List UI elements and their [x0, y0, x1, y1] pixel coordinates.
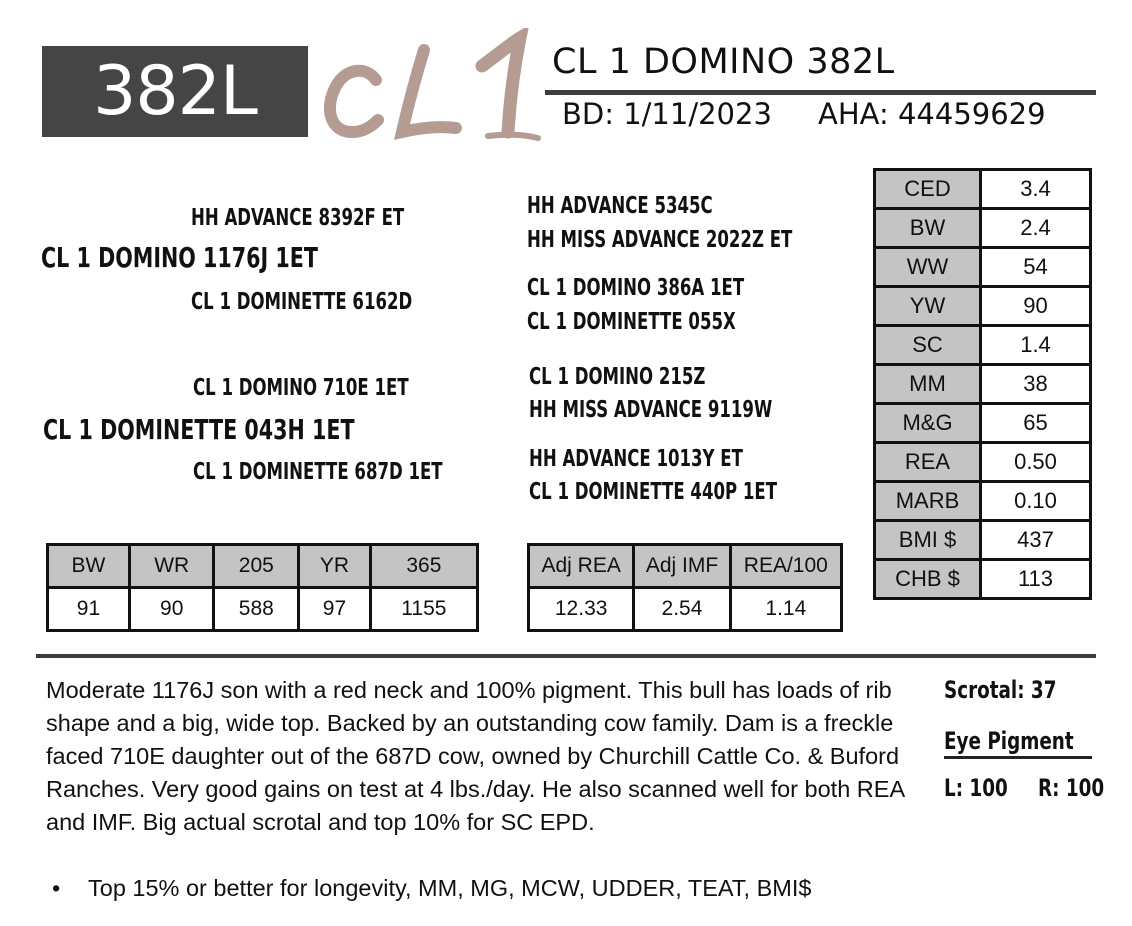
- cl1-brand-logo: [316, 28, 546, 148]
- pedigree-ss-dam: HH MISS ADVANCE 2022Z ET: [527, 227, 793, 253]
- registration-number: AHA: 44459629: [818, 97, 1046, 131]
- epd-row: [875, 404, 1091, 443]
- epd-label: REA: [875, 443, 981, 482]
- pedigree-dd-sire: HH ADVANCE 1013Y ET: [529, 446, 743, 472]
- eye-pigment-title: Eye Pigment: [944, 727, 1074, 755]
- epd-row: [875, 560, 1091, 599]
- epd-value: 113: [981, 560, 1091, 599]
- performance-header: YR: [299, 545, 371, 588]
- bullet-dot: •: [52, 875, 61, 901]
- epd-value: 38: [981, 365, 1091, 404]
- epd-label: BW: [875, 209, 981, 248]
- title-divider: [545, 90, 1096, 95]
- epd-value: 1.4: [981, 326, 1091, 365]
- epd-label: CED: [875, 170, 981, 209]
- performance-value-row: [48, 588, 478, 631]
- epd-row: [875, 287, 1091, 326]
- performance-value: 588: [214, 588, 299, 631]
- performance-value: 1155: [370, 588, 477, 631]
- epd-label: CHB $: [875, 560, 981, 599]
- epd-row: [875, 209, 1091, 248]
- epd-row: [875, 482, 1091, 521]
- pedigree-dam: CL 1 DOMINETTE 043H 1ET: [43, 413, 355, 446]
- epd-row: [875, 326, 1091, 365]
- animal-name: CL 1 DOMINO 382L: [552, 42, 895, 82]
- performance-header: 205: [214, 545, 299, 588]
- performance-value: 91: [48, 588, 130, 631]
- ultrasound-header: Adj REA: [529, 545, 634, 588]
- epd-value: 2.4: [981, 209, 1091, 248]
- epd-value: 0.10: [981, 482, 1091, 521]
- epd-value: 437: [981, 521, 1091, 560]
- epd-label: MARB: [875, 482, 981, 521]
- ultrasound-value: 1.14: [730, 588, 841, 631]
- eye-pigment-underline: [944, 756, 1092, 759]
- epd-value: 0.50: [981, 443, 1091, 482]
- pedigree-ds-sire: CL 1 DOMINO 215Z: [529, 364, 706, 390]
- eye-pigment-right: R: 100: [1038, 774, 1105, 802]
- epd-label: BMI $: [875, 521, 981, 560]
- ultrasound-value: 12.33: [529, 588, 634, 631]
- epd-table: [873, 168, 1092, 600]
- performance-header: BW: [48, 545, 130, 588]
- pedigree-sd-sire: CL 1 DOMINO 386A 1ET: [527, 275, 745, 301]
- epd-row: [875, 521, 1091, 560]
- bull-description: Moderate 1176J son with a red neck and 100% pigment. This bull has loads of rib shape and a big, wide top. Backed by an outstanding cow family. Dam is a freckle faced 710E daughter out of the 687D cow, owned by Churchill Cattle Co. & Buford Ranches. Very good gains on test at 4 lbs./day. He also scanned well for both REA and IMF. Big actual scrotal and top 10% for SC EPD.: [46, 677, 904, 835]
- ultrasound-header: Adj IMF: [634, 545, 730, 588]
- ultrasound-value-row: [529, 588, 842, 631]
- pedigree-dd-dam: CL 1 DOMINETTE 440P 1ET: [529, 479, 777, 505]
- ultrasound-header: REA/100: [730, 545, 841, 588]
- pedigree-ds-dam: HH MISS ADVANCE 9119W: [529, 397, 773, 423]
- ultrasound-header-row: [529, 545, 842, 588]
- epd-value: 65: [981, 404, 1091, 443]
- birth-date: BD: 1/11/2023: [562, 97, 772, 131]
- eye-pigment-left: L: 100: [944, 774, 1008, 802]
- epd-value: 3.4: [981, 170, 1091, 209]
- epd-row: [875, 365, 1091, 404]
- pedigree-ss-sire: HH ADVANCE 5345C: [527, 193, 713, 219]
- epd-row: [875, 170, 1091, 209]
- performance-table: [46, 543, 479, 632]
- ultrasound-table: [527, 543, 843, 632]
- pedigree-dam-dam: CL 1 DOMINETTE 687D 1ET: [193, 459, 443, 485]
- bullet-note: [46, 875, 811, 902]
- ultrasound-value: 2.54: [634, 588, 730, 631]
- epd-label: WW: [875, 248, 981, 287]
- epd-value: 54: [981, 248, 1091, 287]
- pedigree-sire: CL 1 DOMINO 1176J 1ET: [41, 241, 318, 274]
- scrotal-measure: Scrotal: 37: [944, 676, 1057, 704]
- epd-row: [875, 443, 1091, 482]
- epd-label: MM: [875, 365, 981, 404]
- epd-row: [875, 248, 1091, 287]
- bullet-text: Top 15% or better for longevity, MM, MG, MCW, UDDER, TEAT, BMI$: [88, 875, 812, 901]
- epd-label: SC: [875, 326, 981, 365]
- pedigree-sd-dam: CL 1 DOMINETTE 055X: [527, 309, 736, 335]
- pedigree-sire-sire: HH ADVANCE 8392F ET: [191, 205, 405, 231]
- performance-header: 365: [370, 545, 477, 588]
- epd-label: YW: [875, 287, 981, 326]
- pedigree-dam-sire: CL 1 DOMINO 710E 1ET: [193, 375, 409, 401]
- performance-value: 97: [299, 588, 371, 631]
- epd-label: M&G: [875, 404, 981, 443]
- section-divider: [36, 654, 1096, 658]
- epd-value: 90: [981, 287, 1091, 326]
- lot-number: 382L: [42, 46, 308, 137]
- performance-header-row: [48, 545, 478, 588]
- performance-header: WR: [129, 545, 214, 588]
- pedigree-sire-dam: CL 1 DOMINETTE 6162D: [191, 289, 413, 315]
- performance-value: 90: [129, 588, 214, 631]
